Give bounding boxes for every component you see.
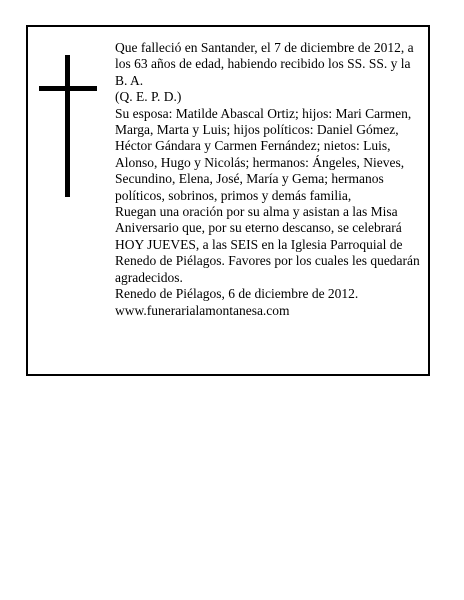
place-and-date: Renedo de Piélagos, 6 de diciembre de 2012. [115,286,359,302]
cross-vertical-bar [65,55,70,197]
family-list: Su esposa: Matilde Abascal Ortiz; hijos: Mari Carmen, Marga, Marta y Luis; hijos políticos: Daniel Gómez, Héctor Gándara y Carmen Fernández; nietos: Luis, Alonso, Hugo y Nicolás; hermanos: Ángeles, Nieves, Secundino, Elena, José, María y Gema; hermanos políticos, sobrinos, primos y demás familia, [115,105,412,203]
rip-abbreviation: (Q. E. P. D.) [115,89,182,105]
website-link: www.funerarialamontanesa.com [115,302,290,318]
mass-invitation: Ruegan una oración por su alma y asistan a las Misa Aniversario que, por su eterno descanso, se celebrará HOY JUEVES, a las SEIS en la Iglesia Parroquial de Renedo de Piélagos. Favores por los cuales les quedarán agradecidos. [115,204,420,285]
notice-text [115,40,421,319]
cross-horizontal-bar [39,86,97,91]
cross-icon [39,55,97,197]
obituary-notice [26,25,430,376]
death-announcement: Que falleció en Santander, el 7 de diciembre de 2012, a los 63 años de edad, habiendo recibido los SS. SS. y la B. A. [115,40,414,88]
